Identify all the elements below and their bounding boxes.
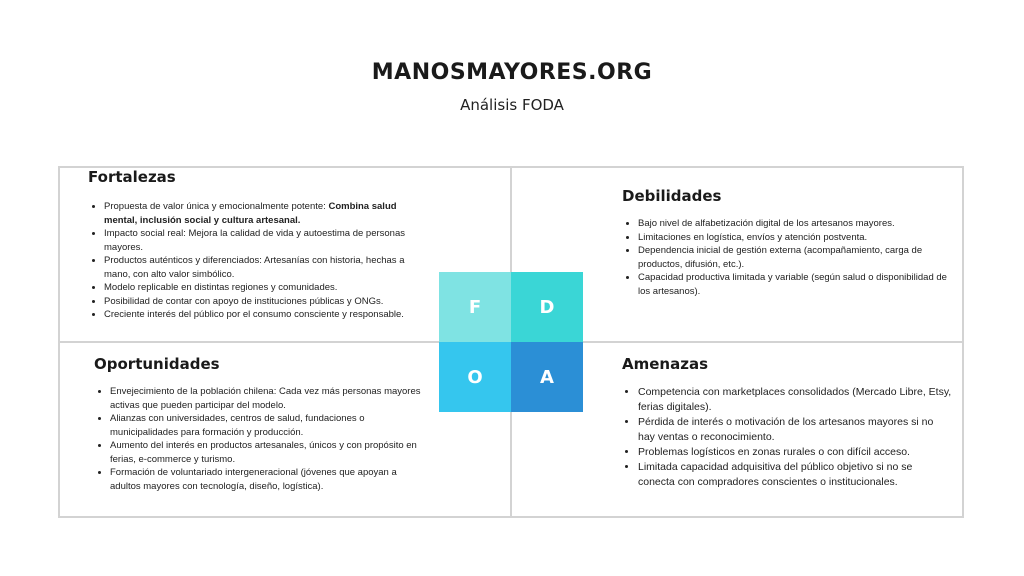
fortalezas-item-bold: Combina salud mental, inclusión social y cultura artesanal. (104, 201, 397, 226)
tile-o: O (439, 342, 511, 412)
list-item: • Creciente interés del público por el consumo consciente y responsable. (104, 308, 418, 322)
oportunidades-title: Oportunidades (94, 355, 220, 373)
quadrant-oportunidades (94, 355, 424, 493)
page-subtitle: Análisis FODA (460, 96, 564, 114)
fortalezas-title: Fortalezas (88, 168, 176, 186)
list-item: • Competencia con marketplaces consolidados (Mercado Libre, Etsy, ferias digitales). (638, 385, 952, 415)
debilidades-list (622, 217, 952, 298)
list-item: • Capacidad productiva limitada y variable (según salud o disponibilidad de los artesanos). (638, 271, 952, 298)
list-item: • Formación de voluntariado intergeneracional (jóvenes que apoyan a adultos mayores con tecnología, diseño, logística). (110, 466, 424, 493)
list-item: • Posibilidad de contar con apoyo de instituciones públicas y ONGs. (104, 295, 418, 309)
debilidades-title: Debilidades (622, 187, 722, 205)
tile-d: D (511, 272, 583, 342)
page-title: MANOSMAYORES.ORG (371, 60, 653, 85)
tile-a: A (511, 342, 583, 412)
list-item: • Alianzas con universidades, centros de salud, fundaciones o municipalidades para formación y producción. (110, 412, 424, 439)
tile-f: F (439, 272, 511, 342)
amenazas-list (622, 385, 952, 490)
quadrant-fortalezas (88, 168, 418, 322)
list-item: • Dependencia inicial de gestión externa (acompañamiento, carga de productos, difusión, etc.). (638, 244, 952, 271)
list-item: • Impacto social real: Mejora la calidad de vida y autoestima de personas mayores. (104, 227, 418, 254)
list-item: • Modelo replicable en distintas regiones y comunidades. (104, 281, 418, 295)
oportunidades-list (94, 385, 424, 493)
quadrant-amenazas (622, 355, 952, 490)
list-item: • Limitaciones en logística, envíos y atención postventa. (638, 231, 952, 245)
fortalezas-item-text: Propuesta de valor única y emocionalmente potente: (104, 201, 329, 212)
fortalezas-list (88, 200, 418, 322)
list-item: • Productos auténticos y diferenciados: Artesanías con historia, hechas a mano, con alto valor simbólico. (104, 254, 418, 281)
list-item: • Limitada capacidad adquisitiva del público objetivo si no se conecta con compradores conscientes o institucionales. (638, 460, 952, 490)
quadrant-debilidades (622, 187, 952, 298)
list-item: • Problemas logísticos en zonas rurales o con difícil acceso. (638, 445, 952, 460)
list-item (104, 200, 418, 227)
list-item: • Bajo nivel de alfabetización digital de los artesanos mayores. (638, 217, 952, 231)
list-item: • Envejecimiento de la población chilena: Cada vez más personas mayores activas que pueden participar del modelo. (110, 385, 424, 412)
list-item: • Pérdida de interés o motivación de los artesanos mayores si no hay ventas o reconocimiento. (638, 415, 952, 445)
amenazas-title: Amenazas (622, 355, 708, 373)
list-item: • Aumento del interés en productos artesanales, únicos y con propósito en ferias, e-commerce y turismo. (110, 439, 424, 466)
